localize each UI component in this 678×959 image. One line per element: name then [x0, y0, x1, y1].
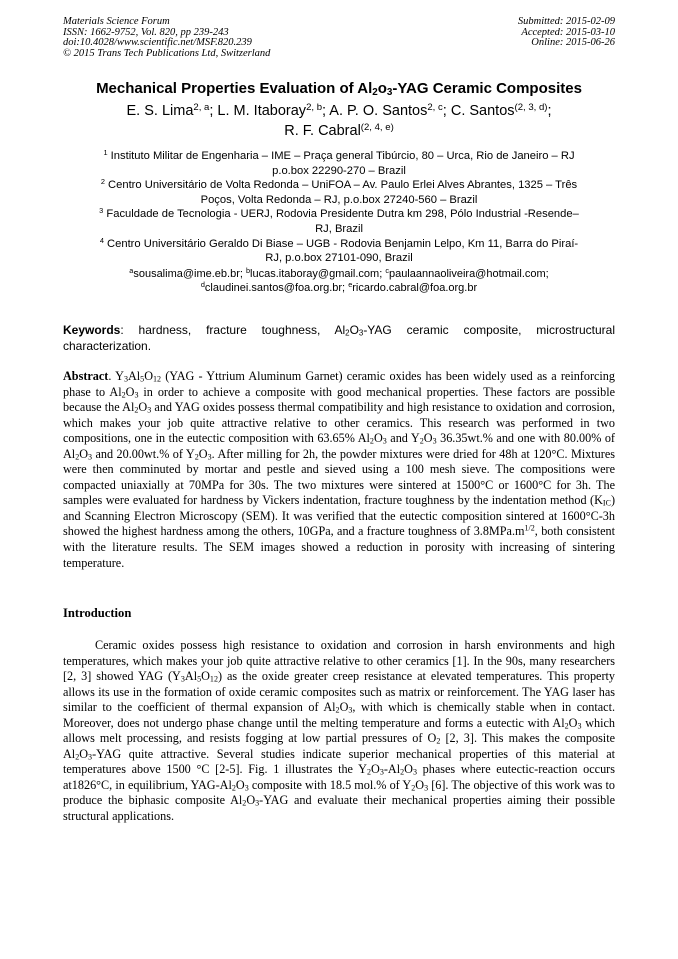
author-name: R. F. Cabral [284, 123, 361, 139]
publication-dates [518, 17, 615, 49]
author-emails: $^a$sousalima@ime.eb.br; $^b$lucas.itaboray@gmail.com; $^c$paulaannaoliveira@hotmail.com; $^d$claudinei.santos@foa.org.br; $^e$ricardo.cabral@foa.org.br [129, 265, 549, 295]
affiliation: $^2$ Centro Universitário de Volta Redonda – UniFOA – Av. Paulo Erlei Alves Abrantes, 1325 – Três Poços, Volta Redonda – RJ, p.o.box 27240-560 – Brazil [100, 177, 578, 206]
affiliation: $^3$ Faculdade de Tecnologia - UERJ, Rodovia Presidente Dutra km 298, Pólo Industrial -Resende– RJ, Brazil [99, 206, 579, 235]
affiliation: $^4$ Centro Universitário Geraldo Di Biase – UGB - Rodovia Benjamin Lelpo, Km 11, Barra do Piraí- RJ, p.o.box 27101-090, Brazil [99, 235, 579, 265]
affiliation: $^1$ Instituto Militar de Engenharia – IME – Praça general Tibúrcio, 80 – Urca, Rio de Janeiro – RJ p.o.box 22290-270 – Brazil [103, 147, 575, 177]
keywords-label: Keywords [63, 323, 121, 337]
submitted-date: Submitted: 2015-02-09 [517, 16, 615, 27]
keywords: Keywords: hardness, fracture toughness, $Al_2O_3$-YAG ceramic composite, microstructural characterization. [63, 323, 615, 353]
email-link[interactable]: sousalima@ime.eb.br; [133, 267, 243, 280]
journal-name: Materials Science Forum [63, 16, 170, 27]
introduction-paragraph: Ceramic oxides possess high resistance to oxidation and corrosion in harsh environments and high temperatures, which makes your job quite attractive relative to other ceramics [1]. In the 90s, many researchers [2, 3] showed YAG $(Y_3Al_5O_{12})$ as the oxide greater creep resistance at elevated temperatures. This property allows its use in the formation of oxide ceramic composites such as matrix or reinforcement. The YAG laser has similar to the coefficient of thermal expansion of $Al_2O_3$, with which is chemically stable when in contact. Moreover, does not undergo phase change until the melting temperature and forms a eutectic with $Al_2O_3$ which allows melt processing, and resists fogging at low partial pressures of $O_2$ [2, 3]. This makes the composite $Al_2O_3$-YAG quite attractive. Several studies indicate superior mechanical properties of this material at temperatures above 1500 °C [2-5]. Fig. 1 illustrates the $Y_2O_3-Al_2O_3$ phases where eutectic-reaction occurs at1826°C, in equilibrium, YAG-$Al_2O_3$ composite with 18.5 mol.% of $Y_2O_3$ [6]. The objective of this work was to produce the biphasic composite $Al_2O_3$-YAG and evaluate their mechanical properties aiming their possible structural applications. [63, 638, 615, 824]
online-date: Online: 2015-06-26 [531, 37, 615, 49]
affiliations [63, 149, 615, 296]
author-line-1: E. S. Lima$^{2, a}$; L. M. Itaboray$^{2, b}$; A. P. O. Santos$^{2, c}$; C. Santos$^{(2, 3, d)}$; [126, 101, 552, 119]
author-line-2: R. F. Cabral$^{(2, 4, e)}$ [284, 121, 394, 139]
journal-copyright: © 2015 Trans Tech Publications Ltd, Switzerland [63, 47, 271, 59]
email-link[interactable]: lucas.itaboray@gmail.com; [250, 267, 383, 280]
author-name: A. P. O. Santos [329, 103, 428, 119]
author-name: C. Santos [450, 103, 515, 119]
email-link[interactable]: ricardo.cabral@foa.org.br [352, 282, 478, 295]
abstract-label: Abstract [63, 369, 109, 383]
journal-info [63, 17, 270, 59]
accepted-date: Accepted: 2015-03-10 [521, 26, 615, 38]
author-name: L. M. Itaboray [217, 103, 307, 119]
abstract: Abstract. $Y_3Al_5O_{12}$ (YAG - Yttrium Aluminum Garnet) ceramic oxides has been widely used as a reinforcing phase to $Al_2O_3$ in order to achieve a composite with good mechanical properties. These factors are possible because the $Al_2O_3$ and YAG oxides possess thermal compatibility and high resistance to oxidation and corrosion, which makes your job quite attractive relative to other ceramics. This research was performed in two compositions, one in the eutectic composition with 63.65% $Al_2O_3$ and $Y_2O_3$ 36.35wt.% and one with 80.00% of $Al_2O_3$ and 20.00wt.% of $Y_2O_3$. After milling for 2h, the powder mixtures were dried for 48h at 120°C. Mixtures were then comminuted by mortar and pestle and sieved using a 100 mesh sieve. The compositions were compacted uniaxially at 70MPa for 30s. The two mixtures were sintered at 1500°C or 1600°C for 3h. The samples were evaluated for hardness by Vickers indentation, fracture toughness by the indentation method $(K_{IC})$ and Scanning Electron Microscopy (SEM). It was verified that the eutectic composition sintered at 1600°C-3h showed the highest hardness among the others, 10GPa, and a fracture toughness of $3.8MPa.m^{1/2}$, both consistent with the literature results. The SEM images showed a reduction in porosity with increasing of sintering temperature. [63, 369, 616, 570]
paper-title: Mechanical Properties Evaluation of $Al_2o_3$-YAG Ceramic Composites [96, 80, 582, 98]
section-heading: Introduction [63, 606, 132, 620]
email-link[interactable]: claudinei.santos@foa.org.br; [204, 282, 346, 295]
journal-issn: ISSN: 1662-9752, Vol. 820, pp 239-243 [63, 26, 229, 38]
journal-doi: doi:10.4028/www.scientific.net/MSF.820.239 [63, 37, 252, 49]
author-name: E. S. Lima [126, 103, 194, 119]
author-list [40, 101, 638, 141]
email-link[interactable]: paulaannaoliveira@hotmail.com; [388, 267, 549, 280]
